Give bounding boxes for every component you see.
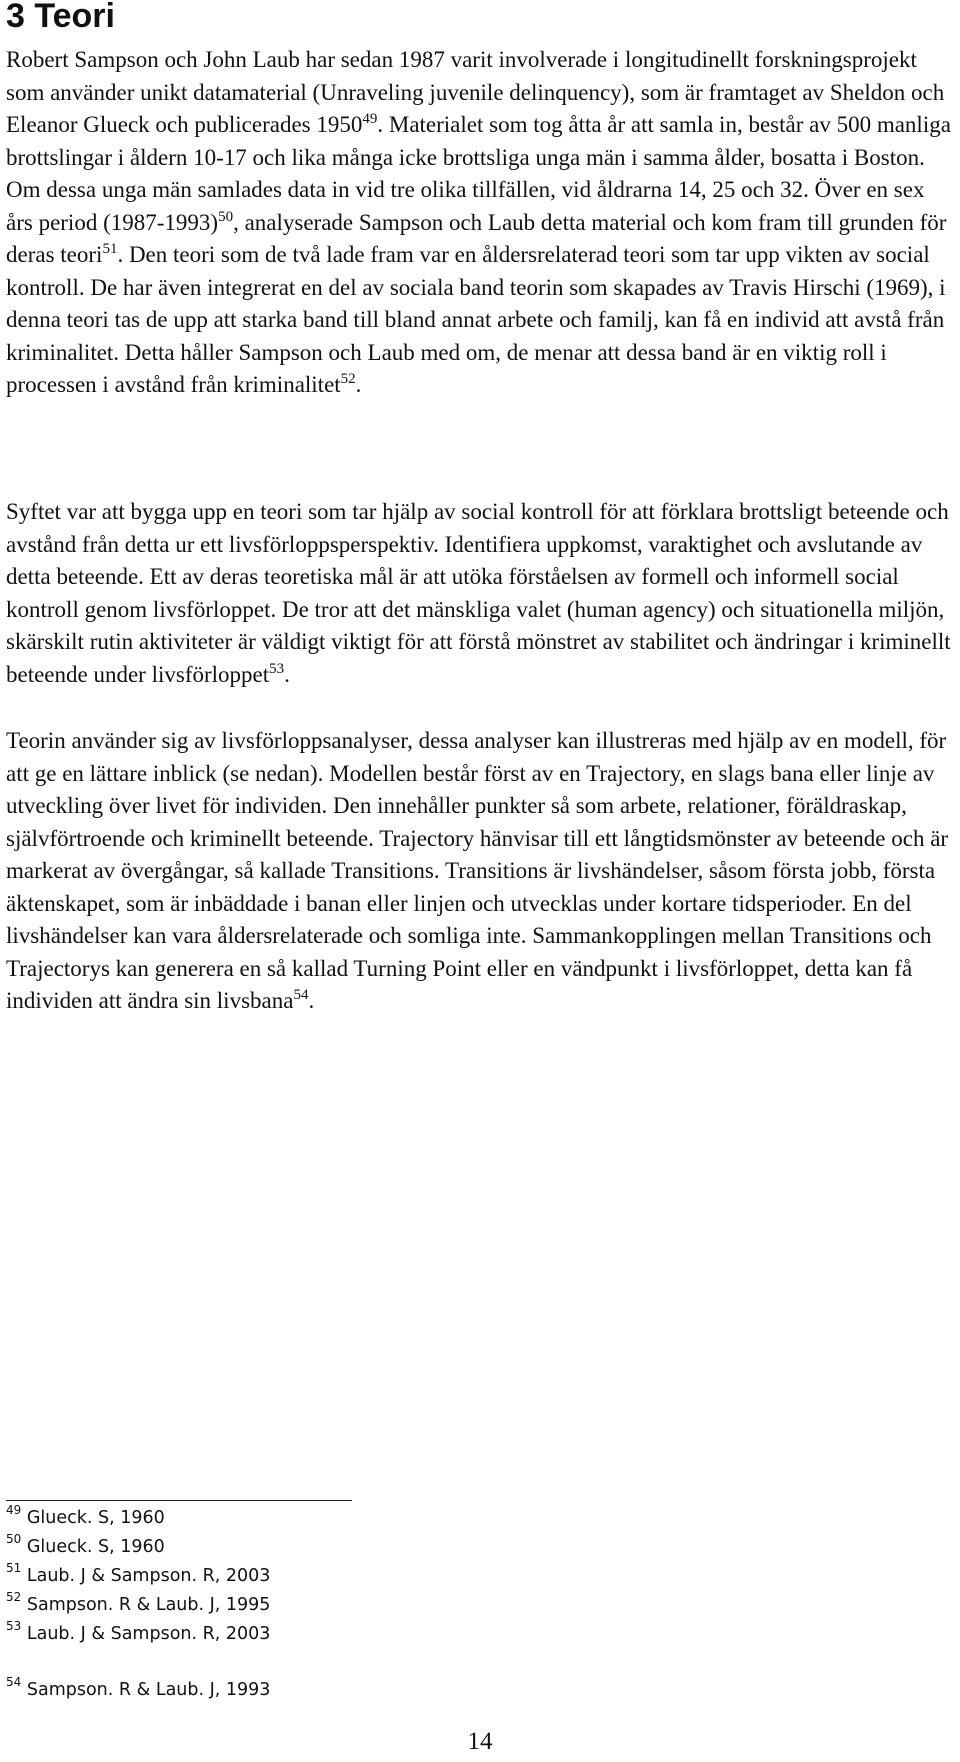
footnote-number: 52 [6, 1590, 22, 1604]
section-heading: 3 Teori [6, 0, 115, 35]
footnote-text: Sampson. R & Laub. J, 1995 [26, 1595, 271, 1615]
footnote-text: Glueck. S, 1960 [26, 1537, 165, 1557]
footnote-text: Sampson. R & Laub. J, 1993 [26, 1680, 271, 1700]
footnote-item [6, 1504, 606, 1533]
footnote-item [6, 1533, 606, 1562]
footnote-text: Laub. J & Sampson. R, 2003 [26, 1566, 271, 1586]
page-number: 14 [467, 1728, 493, 1755]
footnote-number: 49 [6, 1503, 22, 1517]
footnote-separator [6, 1500, 352, 1501]
footnote-item [6, 1591, 606, 1620]
footnote-number: 53 [6, 1619, 22, 1633]
footnote-reference: 50 [218, 208, 234, 225]
footnote-item [6, 1676, 606, 1705]
footnote-reference: 52 [340, 371, 356, 387]
footnote-item [6, 1562, 606, 1591]
paragraph-background [6, 44, 956, 402]
paragraph-text: . [308, 988, 315, 1013]
footnote-text: Laub. J & Sampson. R, 2003 [26, 1624, 271, 1644]
paragraph-purpose [6, 496, 956, 691]
footnote-item [6, 1620, 606, 1649]
paragraph-text: Robert Sampson och John Laub har sedan 1987 varit involverade i longitudinellt forskningsprojekt som använder unikt datamaterial (Unraveling juvenile delinquency), som är framtaget av Sheldon och Eleanor Glueck och publicerades 1950 [6, 47, 945, 137]
footnote-text: Glueck. S, 1960 [26, 1508, 165, 1528]
paragraph-text: , analyserade Sampson och Laub detta material och kom fram till grunden för deras teori [6, 209, 947, 267]
footnote-reference: 54 [293, 987, 309, 1003]
footnotes-list [6, 1504, 606, 1705]
paragraph-text: Teorin använder sig av livsförloppsanalyser, dessa analyser kan illustreras med hjälp av en modell, för att ge en lättare inblick (se nedan). Modellen består först av en Trajectory, en slags bana eller linje av utveckling över livet för individen. Den innehåller punkter så som arbete, relationer, föräldraskap, självförtroende och kriminellt beteende. Trajectory hänvisar till ett långtidsmönster av beteende och är markerat av övergångar, så kallade Transitions. Transitions är livshändelser, såsom första jobb, första äktenskapet, som är inbäddade i banan eller linjen och utvecklas under kortare tidsperioder. En del livshändelser kan vara åldersrelaterade och somliga inte. Sammankopplingen mellan Transitions och Trajectorys kan generera en så kallad Turning Point eller en vändpunkt i livsförloppet, detta kan få individen att ändra sin livsbana [6, 728, 949, 1013]
paragraph-life-course-model [6, 725, 956, 1018]
paragraph-text: Syftet var att bygga upp en teori som tar hjälp av social kontroll för att förklara brottsligt beteende och avstånd från detta ur ett livsförloppsperspektiv. Identifiera uppkomst, varaktighet och avslutande av detta beteende. Ett av deras teoretiska mål är att utöka förståelsen av formell och informell social kontroll genom livsförloppet. De tror att det mänskliga valet (human agency) och situationella miljön, skärskilt rutin aktiviteter är väldigt viktigt för att förstå mönstret av stabilitet och ändringar i kriminellt beteende under livsförloppet [6, 499, 951, 687]
paragraph-text: . Den teori som de två lade fram var en åldersrelaterad teori som tar upp vikten av social kontroll. De har även integrerat en del av sociala band teorin som skapades av Travis Hirschi (1969), i denna teori tas de upp att starka band till bland annat arbete och familj, kan få en individ att avstå från kriminalitet. Detta håller Sampson och Laub med om, de menar att dessa band är en viktig roll i processen i avstånd från kriminalitet [6, 242, 946, 397]
footnote-reference: 49 [362, 111, 378, 127]
footnote-number: 51 [6, 1561, 22, 1575]
footnote-number: 54 [6, 1675, 22, 1689]
footnote-number: 50 [6, 1532, 22, 1546]
footnote-reference: 53 [269, 660, 285, 677]
paragraph-text: . Materialet som tog åtta år att samla in, består av 500 manliga brottslingar i åldern 10-17 och lika många icke brottsliga unga män i samma ålder, bosatta i Boston. Om dessa unga män samlades data in vid tre olika tillfällen, vid åldrarna 14, 25 och 32. Över en sex års period (1987-1993) [6, 112, 951, 235]
paragraph-text: . [284, 661, 290, 687]
footnote-reference: 51 [102, 241, 118, 257]
paragraph-text: . [355, 372, 362, 397]
